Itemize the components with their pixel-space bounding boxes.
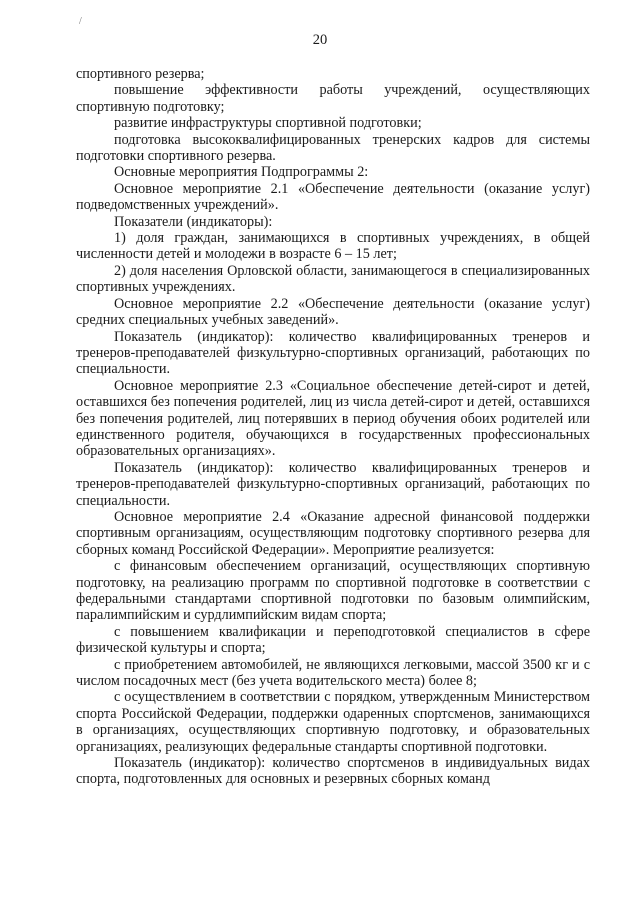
corner-mark: / [79, 16, 82, 27]
paragraph: Показатель (индикатор): количество спортсменов в индивидуальных видах спорта, подготовленных для основных и резервных сборных команд [76, 755, 590, 788]
paragraph: с финансовым обеспечением организаций, осуществляющих спортивную подготовку, на реализацию программ по спортивной подготовке в соответствии с федеральными стандартами спортивной подготовки по базовым олимпийским, паралимпийским и сурдлимпийским видам спорта; [76, 558, 590, 624]
paragraph: повышение эффективности работы учреждений, осуществляющих спортивную подготовку; [76, 82, 590, 115]
paragraph: с осуществлением в соответствии с порядком, утвержденным Министерством спорта Российской Федерации, поддержки одаренных спортсменов, занимающихся в организациях, осуществляющих спортивную подготовку, и образовательных организациях, реализующих федеральные стандарты спортивной подготовки. [76, 689, 590, 755]
document-body [76, 66, 590, 788]
paragraph: Основное мероприятие 2.1 «Обеспечение деятельности (оказание услуг) подведомственных учреждений». [76, 180, 590, 214]
paragraph: Основное мероприятие 2.4 «Оказание адресной финансовой поддержки спортивным организациям, осуществляющим подготовку спортивного резерва для сборных команд Российской Федерации». Мероприятие реализуется: [76, 508, 590, 558]
paragraph: Показатель (индикатор): количество квалифицированных тренеров и тренеров-преподавателей физкультурно-спортивных организаций, работающих по специальности. [76, 459, 590, 509]
paragraph: с приобретением автомобилей, не являющихся легковыми, массой 3500 кг и с числом посадочных мест (без учета водительского места) более 8; [76, 656, 590, 690]
page-number: 20 [312, 32, 328, 48]
paragraph: 2) доля населения Орловской области, занимающегося в специализированных спортивных учреждениях. [76, 262, 590, 296]
paragraph: подготовка высококвалифицированных тренерских кадров для системы подготовки спортивного резерва. [76, 131, 590, 165]
paragraph: Основное мероприятие 2.2 «Обеспечение деятельности (оказание услуг) средних специальных учебных заведений». [76, 295, 590, 329]
paragraph: Показатели (индикаторы): [114, 213, 273, 230]
paragraph: 1) доля граждан, занимающихся в спортивных учреждениях, в общей численности детей и молодежи в возрасте 6 – 15 лет; [76, 230, 590, 263]
paragraph: с повышением квалификации и переподготовкой специалистов в сфере физической культуры и спорта; [76, 623, 590, 657]
paragraph: Показатель (индикатор): количество квалифицированных тренеров и тренеров-преподавателей физкультурно-спортивных организаций, работающих по специальности. [76, 328, 590, 378]
paragraph: Основные мероприятия Подпрограммы 2: [114, 164, 369, 181]
paragraph: спортивного резерва; [76, 66, 205, 82]
paragraph: развитие инфраструктуры спортивной подготовки; [114, 115, 422, 132]
paragraph: Основное мероприятие 2.3 «Социальное обеспечение детей-сирот и детей, оставшихся без попечения родителей, лиц из числа детей-сирот и детей, оставшихся без попечения родителей, лиц потерявших в период обучения обоих родителей или единственного родителя, обучающихся в государственных профессиональных образовательных организациях». [76, 377, 590, 460]
